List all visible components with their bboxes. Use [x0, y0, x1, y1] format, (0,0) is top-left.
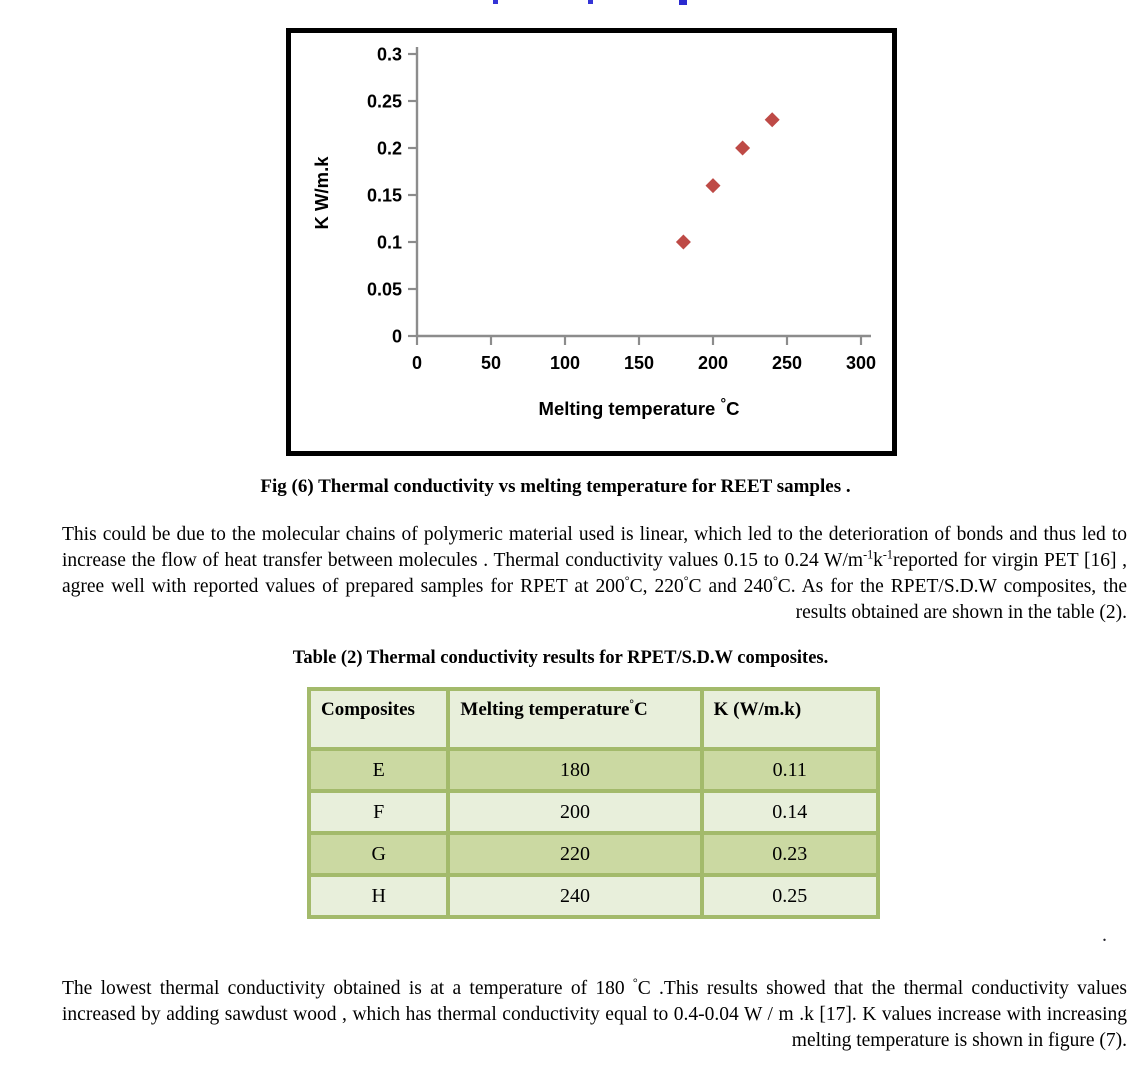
- cutoff-text-fragment: [679, 0, 687, 5]
- data-point-marker: [706, 178, 721, 193]
- y-axis-title: K W/m.k: [311, 156, 332, 230]
- table-cell: 0.25: [702, 875, 878, 917]
- table-header-cell: Composites: [309, 689, 448, 749]
- superscript: °: [772, 573, 778, 588]
- body-paragraph-1: This could be due to the molecular chains of polymeric material used is linear, which led to the deterioration of bonds and thus led to increase the flow of heat transfer between molecules . Thermal conductivity values 0.15 to 0.24 $W/m^{-1}k^{-1}reported$ for virgin PET [16] , agree well with reported values of prepared samples for RPET at 200°C, 220°C and 240°C. As for the RPET/S.D.W composites, the results obtained are shown in the table (2).: [62, 524, 1128, 623]
- table-2-caption: Table (2) Thermal conductivity results for RPET/S.D.W composites.: [292, 648, 829, 668]
- table-cell: 0.11: [702, 749, 878, 791]
- superscript: °: [632, 975, 638, 990]
- x-axis-title: Melting temperature °C: [538, 395, 740, 419]
- table-cell: 240: [448, 875, 701, 917]
- y-tick-label: 0.25: [366, 91, 402, 112]
- x-tick-label: 250: [771, 353, 803, 373]
- table-cell: 180: [448, 749, 701, 791]
- y-tick-label: 0.1: [376, 232, 402, 253]
- table-cell: 200: [448, 791, 701, 833]
- x-tick-label: 300: [845, 353, 877, 373]
- superscript: -1: [863, 547, 874, 562]
- figure-6-chart-frame: [286, 28, 897, 456]
- table-row: [309, 833, 878, 875]
- cutoff-text-fragment: [588, 0, 593, 4]
- superscript: °: [624, 573, 630, 588]
- data-point-marker: [676, 235, 691, 250]
- cutoff-text-fragment: [493, 0, 498, 4]
- y-tick-label: 0: [391, 326, 402, 347]
- x-tick-label: 50: [480, 353, 502, 373]
- y-tick-label: 0.05: [366, 279, 402, 300]
- x-tick-label: 0: [411, 353, 423, 373]
- x-tick-label: 150: [623, 353, 655, 373]
- table-cell: 220: [448, 833, 701, 875]
- data-point-marker: [735, 141, 750, 156]
- table-header-cell: K (W/m.k): [702, 689, 878, 749]
- table-cell: 0.23: [702, 833, 878, 875]
- figure-6-caption: Fig (6) Thermal conductivity vs melting temperature for REET samples .: [260, 476, 851, 497]
- superscript: °: [683, 573, 689, 588]
- superscript: °: [629, 698, 634, 711]
- x-tick-label: 100: [549, 353, 581, 373]
- table-cell: G: [309, 833, 448, 875]
- x-tick-label: 200: [697, 353, 729, 373]
- table-header-row: [309, 689, 878, 749]
- table-cell: H: [309, 875, 448, 917]
- table-cell: 0.14: [702, 791, 878, 833]
- stray-period: .: [1102, 924, 1107, 946]
- table-cell: E: [309, 749, 448, 791]
- table-row: [309, 875, 878, 917]
- table-row: [309, 749, 878, 791]
- thermal-conductivity-chart: [291, 33, 892, 451]
- table-header-cell: Melting temperature°C: [448, 689, 701, 749]
- y-tick-label: 0.15: [366, 185, 402, 206]
- data-point-marker: [765, 112, 780, 127]
- table-cell: F: [309, 791, 448, 833]
- table-body: [309, 749, 878, 917]
- composites-results-table: [307, 687, 880, 919]
- y-tick-label: 0.3: [376, 44, 402, 65]
- table-row: [309, 791, 878, 833]
- superscript: -1: [882, 547, 893, 562]
- body-paragraph-2: The lowest thermal conductivity obtained is at a temperature of 180 °C .This results showed that the thermal conductivity values increased by adding sawdust wood , which has thermal conductivity equal to 0.4-0.04 W / m .k [17]. K values increase with increasing melting temperature is shown in figure (7).: [62, 975, 1127, 1051]
- y-tick-label: 0.2: [376, 138, 402, 159]
